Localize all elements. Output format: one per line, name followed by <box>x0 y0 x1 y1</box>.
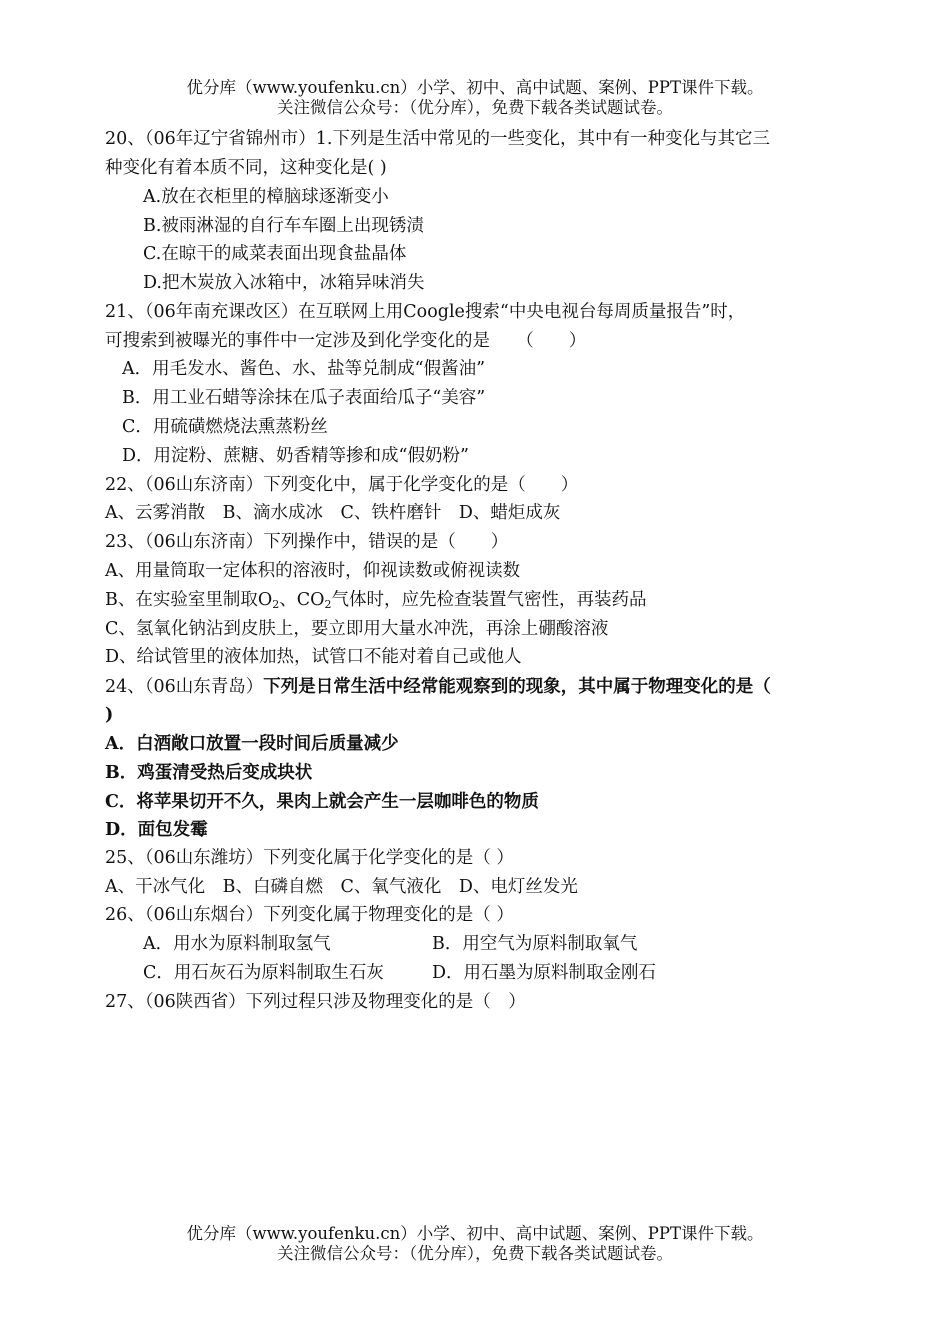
q20-option-b: B.被雨淋湿的自行车车圈上出现锈渍 <box>143 216 424 236</box>
q21-stem-line-1: 21、（06年南充课改区）在互联网上用Coogle搜索“中央电视台每周质量报告”时， <box>105 302 746 322</box>
q20-option-a: A.放在衣柜里的樟脑球逐渐变小 <box>143 187 389 207</box>
q24-stem-prefix: 24、（06山东青岛） <box>105 677 264 697</box>
footer-line-1: 优分库（www.youfenku.cn）小学、初中、高中试题、案例、PPT课件下载。 <box>186 1224 764 1243</box>
q24-option-a: A．白酒敞口放置一段时间后质量减少 <box>105 734 399 754</box>
q21-option-a: A．用毛发水、酱色、水、盐等兑制成“假酱油” <box>122 359 486 379</box>
q26-option-d: D．用石墨为原料制取金刚石 <box>432 963 657 983</box>
q23-option-c: C、氢氧化钠沾到皮肤上，要立即用大量水冲洗，再涂上硼酸溶液 <box>105 619 609 639</box>
header-line-2: 关注微信公众号：（优分库），免费下载各类试题试卷。 <box>277 98 673 117</box>
q22-stem: 22、（06山东济南）下列变化中，属于化学变化的是（ ） <box>105 475 579 495</box>
q24-stem-line-1 <box>105 675 771 699</box>
q20-stem-line-1: 20、（06年辽宁省锦州市）1.下列是生活中常见的一些变化，其中有一种变化与其它三 <box>105 129 770 149</box>
q24-stem-bold: 下列是日常生活中经常能观察到的现象，其中属于物理变化的是（ <box>263 677 771 697</box>
q21-stem-line-2: 可搜索到被曝光的事件中一定涉及到化学变化的是 （ ） <box>105 331 587 351</box>
q26-option-c: C．用石灰石为原料制取生石灰 <box>143 963 384 983</box>
q23-stem: 23、（06山东济南）下列操作中，错误的是（ ） <box>105 532 509 552</box>
q24-option-b: B．鸡蛋清受热后变成块状 <box>105 763 313 783</box>
q22-options: A、云雾消散 B、滴水成冰 C、铁杵磨针 D、蜡炬成灰 <box>105 503 561 523</box>
q26-option-b: B．用空气为原料制取氧气 <box>432 934 638 954</box>
q21-option-d: D．用淀粉、蔗糖、奶香精等掺和成“假奶粉” <box>122 446 469 466</box>
q23-option-d: D、给试管里的液体加热，试管口不能对着自己或他人 <box>105 647 522 667</box>
q20-stem-line-2: 种变化有着本质不同，这种变化是( ) <box>105 158 387 178</box>
q25-options: A、干冰气化 B、白磷自燃 C、氧气液化 D、电灯丝发光 <box>105 877 578 897</box>
q23-option-b <box>105 588 646 617</box>
q26-option-a: A．用水为原料制取氢气 <box>143 934 331 954</box>
q26-stem: 26、（06山东烟台）下列变化属于物理变化的是（ ） <box>105 905 514 925</box>
q20-option-c: C.在晾干的咸菜表面出现食盐晶体 <box>143 244 407 264</box>
q20-option-d: D.把木炭放入冰箱中，冰箱异味消失 <box>143 273 425 293</box>
q23-option-b-start: B、在实验室里制取O <box>105 590 273 610</box>
q23-option-a: A、用量筒取一定体积的溶液时，仰视读数或俯视读数 <box>105 561 521 581</box>
q27-stem: 27、（06陕西省）下列过程只涉及物理变化的是（ ） <box>105 992 526 1012</box>
header-line-1: 优分库（www.youfenku.cn）小学、初中、高中试题、案例、PPT课件下载。 <box>186 78 764 97</box>
q23-option-b-middle: 、CO <box>279 590 325 610</box>
q23-option-b-subscript-2: 2 <box>324 598 332 611</box>
q25-stem: 25、（06山东潍坊）下列变化属于化学变化的是（ ） <box>105 848 514 868</box>
q24-option-c: C．将苹果切开不久，果肉上就会产生一层咖啡色的物质 <box>105 792 539 812</box>
q21-option-b: B．用工业石蜡等涂抹在瓜子表面给瓜子“美容” <box>122 388 486 408</box>
footer-line-2: 关注微信公众号：（优分库），免费下载各类试题试卷。 <box>277 1244 673 1263</box>
q21-option-c: C．用硫磺燃烧法熏蒸粉丝 <box>122 417 328 437</box>
q24-option-d: D．面包发霉 <box>105 820 208 840</box>
q23-option-b-subscript-1: 2 <box>272 598 280 611</box>
q23-option-b-end: 气体时，应先检查装置气密性，再装药品 <box>331 590 647 610</box>
q24-stem-line-2: ) <box>105 705 114 725</box>
